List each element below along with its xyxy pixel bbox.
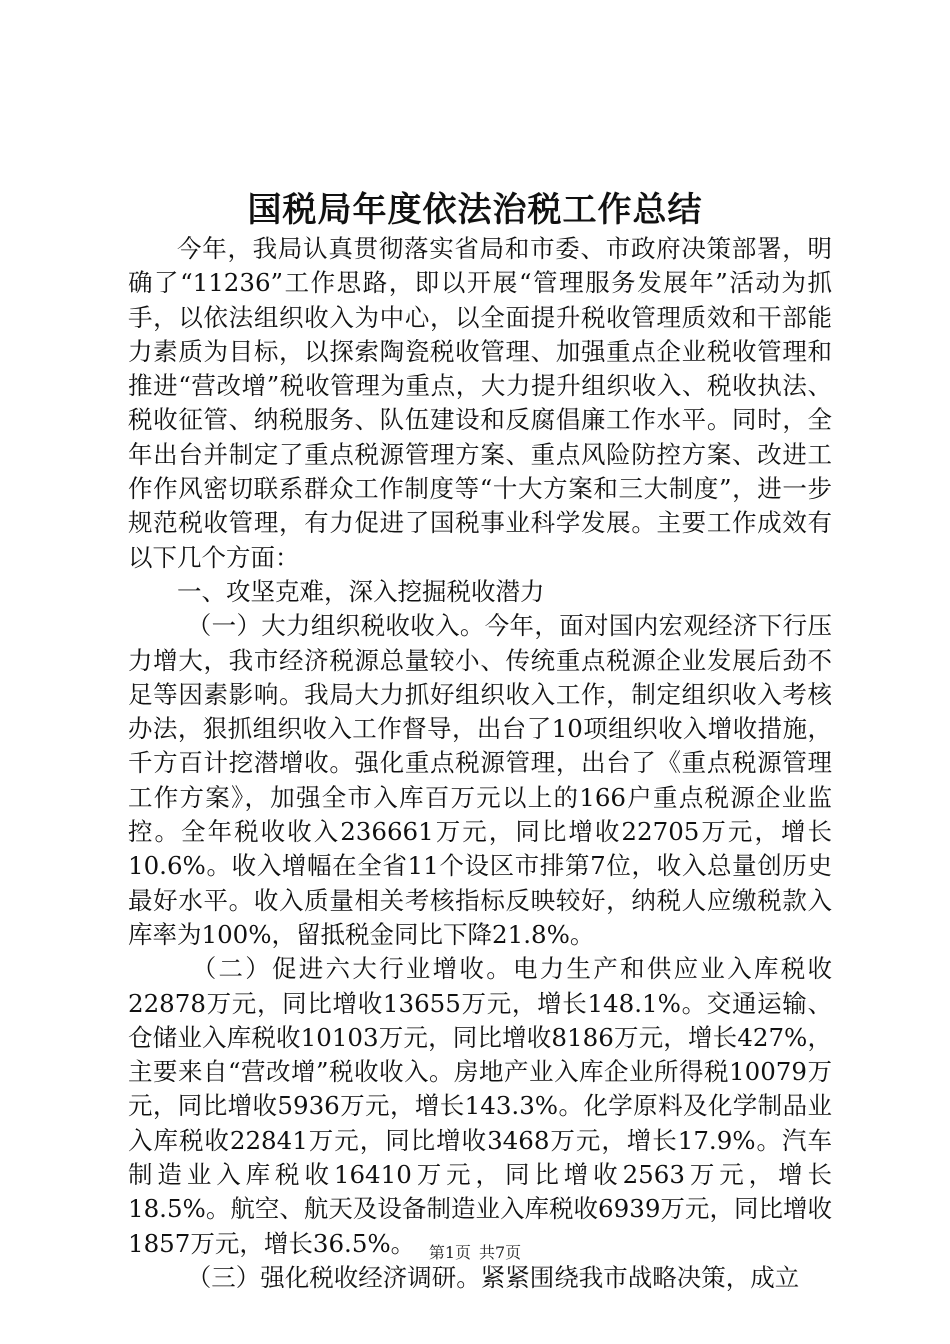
document-title: 国税局年度依法治税工作总结 [247, 190, 703, 230]
document-body [128, 232, 832, 1295]
page-number-total: 共7页 [479, 1243, 522, 1262]
paragraph-item-1: （一）大力组织税收收入。今年，面对国内宏观经济下行压力增大，我市经济税源总量较小、传统重点税源企业发展后劲不足等因素影响。我局大力抓好组织收入工作，制定组织收入考核办法，狠抓组织收入工作督导，出台了10项组织收入增收措施，千方百计挖潜增收。强化重点税源管理，出台了《重点税源管理工作方案》，加强全市入库百万元以上的166户重点税源企业监控。全年税收收入236661万元，同比增收22705万元，增长10.6%。收入增幅在全省11个设区市排第7位，收入总量创历史最好水平。收入质量相关考核指标反映较好，纳税人应缴税款入库率为100%，留抵税金同比下降21.8%。 [128, 611, 832, 949]
paragraph-intro: 今年，我局认真贯彻落实省局和市委、市政府决策部署，明确了“11236”工作思路，即以开展“管理服务发展年”活动为抓手，以依法组织收入为中心，以全面提升税收管理质效和干部能力素质为目标，以探索陶瓷税收管理、加强重点企业税收管理和推进“营改增”税收管理为重点，大力提升组织收入、税收执法、税收征管、纳税服务、队伍建设和反腐倡廉工作水平。同时，全年出台并制定了重点税源管理方案、重点风险防控方案、改进工作作风密切联系群众工作制度等“十大方案和三大制度”，进一步规范税收管理，有力促进了国税事业科学发展。主要工作成效有以下几个方面： [128, 234, 832, 572]
paragraph-item-2: （二）促进六大行业增收。电力生产和供应业入库税收22878万元，同比增收13655万元，增长148.1%。交通运输、仓储业入库税收10103万元，同比增收8186万元，增长427%，主要来自“营改增”税收收入。房地产业入库企业所得税10079万元，同比增收5936万元，增长143.3%。化学原料及化学制品业入库税收22841万元，同比增收3468万元，增长17.9%。汽车制造业入库税收16410万元，同比增收2563万元，增长18.5%。航空、航天及设备制造业入库税收6939万元，同比增收1857万元，增长36.5%。 [128, 954, 832, 1258]
section-heading-1: 一、攻坚克难，深入挖掘税收潜力 [177, 576, 545, 606]
page-number-current: 第1页 [428, 1243, 471, 1262]
paragraph-item-3: （三）强化税收经济调研。紧紧围绕我市战略决策，成立 [186, 1262, 800, 1292]
page-footer [0, 1242, 950, 1264]
